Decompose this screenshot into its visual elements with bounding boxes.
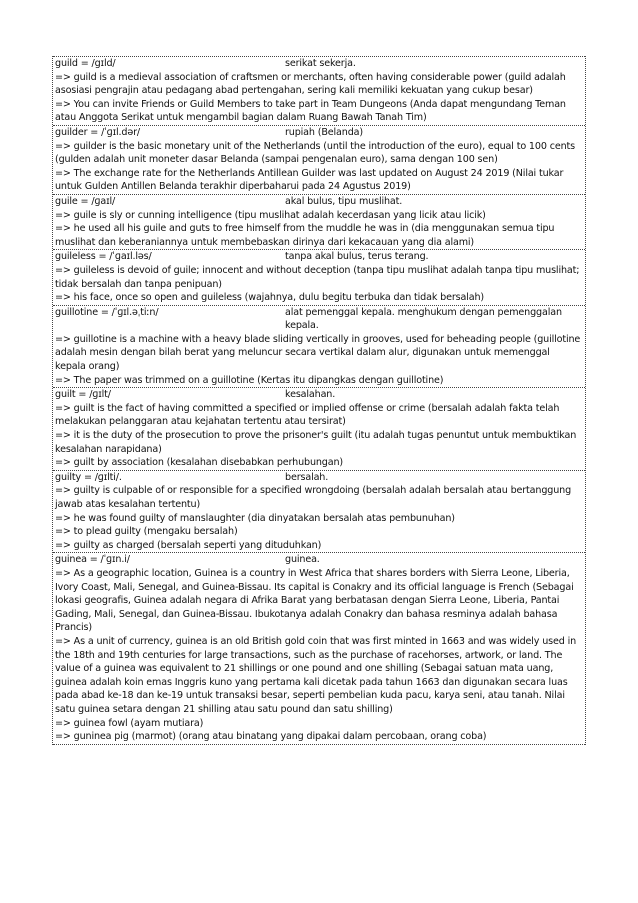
translation: bersalah. — [285, 471, 329, 483]
headword: guileless = /ˈɡaɪl.ləs/ — [55, 251, 152, 263]
entry-heading — [55, 195, 583, 209]
headword: guilty = /ɡɪlti/. — [55, 471, 122, 483]
example-line: => guileless is devoid of guile; innocent and without deception (tanpa tipu muslihat adalah tanpa tipu muslihat; tidak bersalah dan tanpa penipuan) — [55, 264, 580, 290]
example-line: => he was found guilty of manslaughter (dia dinyatakan bersalah atas pembunuhan) — [55, 512, 455, 524]
example-line: => The exchange rate for the Netherlands Antillean Guilder was last updated on August 24 2019 (Nilai tukar untuk Gulden Antillen Belanda terakhir diperbaharui pada 24 Agustus 2019) — [55, 167, 564, 193]
entry-heading — [55, 126, 583, 140]
example-line: => guillotine is a machine with a heavy blade sliding vertically in grooves, used for beheading people (guillotine adalah mesin dengan bilah berat yang meluncur secara vertikal dalam alur, digunakan untuk memenggal kepala orang) — [55, 333, 581, 373]
example-line: => guninea pig (marmot) (orang atau binatang yang dipakai dalam percobaan, orang coba) — [55, 731, 487, 743]
example-line: => guild is a medieval association of craftsmen or merchants, often having considerable power (guild adalah asosiasi pengrajin atau pedagang abad pertengahan, sering kali memiliki kekuatan yang cukup besar) — [55, 71, 566, 97]
example-line: => his face, once so open and guileless (wajahnya, dulu begitu terbuka dan tidak bersalah) — [55, 292, 484, 304]
entry-heading — [55, 388, 583, 402]
dictionary-entry — [53, 387, 585, 470]
example-line: => guile is sly or cunning intelligence (tipu muslihat adalah kecerdasan yang licik atau licik) — [55, 209, 486, 221]
dictionary-entry — [53, 125, 585, 194]
example-line: => As a unit of currency, guinea is an old British gold coin that was first minted in 1663 and was widely used in the 18th and 19th centuries for large transactions, such as the purchase of racehorses, artwork, or land. The value of a guinea was equivalent to 21 shillings or one pound and one shilling (Sebagai satuan mata uang, guinea adalah koin emas Inggris kuno yang pertama kali dicetak pada tahun 1663 dan digunakan secara luas pada abad ke-18 dan ke-19 untuk transaksi besar, seperti pembelian kuda pacu, karya seni, atau tanah. Nilai satu guinea setara dengan 21 shilling atau satu pound dan satu shilling) — [55, 635, 577, 715]
translation: tanpa akal bulus, terus terang. — [285, 251, 429, 263]
example-line: => You can invite Friends or Guild Members to take part in Team Dungeons (Anda dapat mengundang Teman atau Anggota Serikat untuk mengambil bagian dalam Ruang Bawah Tanah Tim) — [55, 98, 566, 124]
example-line: => guilty is culpable of or responsible for a specified wrongdoing (bersalah adalah bersalah atau bertanggung jawab atas kesalahan tertentu) — [55, 485, 572, 510]
dictionary-entry — [53, 194, 585, 249]
dictionary-entry — [53, 56, 585, 125]
translation: alat pemenggal kepala. menghukum dengan pemenggalan kepala. — [285, 306, 562, 332]
dictionary-entry — [53, 249, 585, 304]
entry-heading — [55, 250, 583, 264]
entry-heading — [55, 57, 583, 71]
dictionary-entry — [53, 305, 585, 388]
entry-heading — [55, 471, 583, 485]
example-line: => he used all his guile and guts to free himself from the muddle he was in (dia menggunakan semua tipu muslihat dan keberaniannya untuk membebaskan dirinya dari kekacauan yang dia alami) — [55, 223, 555, 248]
example-line: => As a geographic location, Guinea is a country in West Africa that shares borders with Sierra Leone, Liberia, Ivory Coast, Mali, Senegal, and Guinea-Bissau. Its capital is Conakry and its official language is French (Sebagai lokasi geografis, Guinea adalah negara di Afrika Barat yang berbatasan dengan Sierra Leone, Liberia, Pantai Gading, Mali, Senegal, dan Guinea-Bissau. Ibukotanya adalah Conakry dan bahasa resminya adalah bahasa Prancis) — [55, 567, 574, 634]
example-line: => to plead guilty (mengaku bersalah) — [55, 526, 238, 538]
example-line: => it is the duty of the prosecution to prove the prisoner's guilt (itu adalah tugas penuntut untuk membuktikan kesalahan narapidana) — [55, 430, 577, 455]
example-line: => guinea fowl (ayam mutiara) — [55, 717, 204, 729]
headword: guilt = /ɡɪlt/ — [55, 389, 111, 401]
headword: guilder = /ˈɡɪl.dər/ — [55, 126, 140, 138]
headword: guillotine = /ˈɡɪl.əˌtiːn/ — [55, 306, 159, 318]
example-line: => guilt is the fact of having committed a specified or implied offense or crime (bersalah adalah fakta telah melakukan pelanggaran atau kejahatan tertentu atau tersirat) — [55, 402, 560, 428]
example-line: => The paper was trimmed on a guillotine (Kertas itu dipangkas dengan guillotine) — [55, 374, 444, 386]
example-line: => guilty as charged (bersalah seperti yang dituduhkan) — [55, 539, 322, 551]
entry-heading — [55, 553, 583, 567]
headword: guile = /ɡaɪl/ — [55, 195, 116, 207]
dictionary-page — [52, 56, 586, 745]
translation: rupiah (Belanda) — [285, 126, 363, 138]
dictionary-entry — [53, 552, 585, 744]
translation: kesalahan. — [285, 389, 336, 401]
dictionary-entry — [53, 470, 585, 553]
entry-heading — [55, 306, 583, 333]
headword: guild = /gɪld/ — [55, 58, 116, 69]
translation: serikat sekerja. — [285, 58, 356, 69]
example-line: => guilder is the basic monetary unit of the Netherlands (until the introduction of the euro), equal to 100 cents (gulden adalah unit moneter dasar Belanda (sampai pengenalan euro), sama dengan 100 sen) — [55, 140, 575, 166]
headword: guinea = /ˈɡɪn.i/ — [55, 554, 130, 566]
example-line: => guilt by association (kesalahan disebabkan perhubungan) — [55, 457, 343, 469]
translation: akal bulus, tipu muslihat. — [285, 195, 403, 207]
translation: guinea. — [285, 554, 320, 566]
